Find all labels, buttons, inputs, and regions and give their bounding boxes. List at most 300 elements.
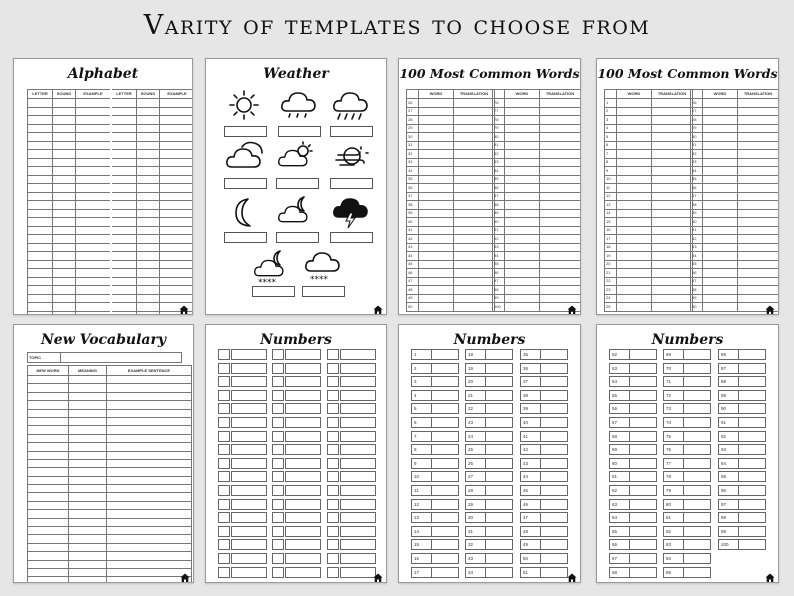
home-icon[interactable] — [765, 570, 775, 580]
word-box[interactable] — [285, 567, 321, 578]
number-box[interactable] — [272, 431, 284, 442]
number-row — [218, 471, 268, 485]
number-box[interactable] — [218, 376, 230, 387]
table-row — [28, 226, 194, 235]
number-box[interactable] — [272, 444, 284, 455]
row-number: 32 — [691, 150, 703, 159]
row-number: 82 — [493, 150, 505, 159]
table-row — [28, 184, 194, 193]
row-number: 100 — [493, 303, 505, 312]
table-row — [691, 252, 779, 261]
number-row — [327, 363, 377, 377]
number-box[interactable] — [218, 403, 230, 414]
table-row — [28, 409, 192, 417]
alphabet-template[interactable] — [13, 58, 193, 315]
number-label: 42 — [523, 447, 529, 453]
table-row — [493, 116, 581, 125]
table-row — [407, 133, 495, 142]
table-row — [691, 141, 779, 150]
number-row — [465, 485, 515, 499]
row-number: 39 — [691, 209, 703, 218]
number-label: 14 — [414, 528, 420, 534]
number-box[interactable] — [327, 403, 339, 414]
number-box[interactable] — [327, 526, 339, 537]
number-box[interactable] — [327, 553, 339, 564]
number-box[interactable] — [272, 567, 284, 578]
weather-label-box[interactable] — [278, 126, 321, 137]
vocabulary-template[interactable] — [13, 324, 194, 583]
weather-title: Weather — [263, 66, 329, 82]
cloudy-night-icon — [276, 195, 320, 231]
number-row — [272, 485, 322, 499]
table-row — [493, 167, 581, 176]
number-row — [465, 376, 515, 390]
number-box[interactable] — [272, 390, 284, 401]
word-box[interactable] — [231, 403, 267, 414]
number-row — [218, 526, 268, 540]
number-row — [218, 539, 268, 553]
row-number: 77 — [493, 107, 505, 116]
number-label: 51 — [523, 569, 529, 575]
number-row — [609, 376, 659, 390]
vocabulary-table — [27, 365, 192, 583]
row-number: 29 — [407, 124, 419, 133]
table-row — [28, 99, 194, 108]
word-box[interactable] — [231, 417, 267, 428]
home-icon[interactable] — [765, 302, 775, 312]
table-row — [605, 175, 693, 184]
weather-label-box[interactable] — [302, 286, 345, 297]
number-box[interactable] — [218, 431, 230, 442]
number-row — [411, 512, 461, 526]
number-box[interactable] — [218, 363, 230, 374]
number-label: 72 — [666, 392, 672, 398]
table-row — [605, 243, 693, 252]
number-box[interactable] — [272, 485, 284, 496]
row-number: 43 — [691, 243, 703, 252]
row-number: 90 — [493, 218, 505, 227]
number-box[interactable] — [272, 471, 284, 482]
word-box[interactable] — [340, 403, 376, 414]
number-row — [663, 471, 713, 485]
number-label: 61 — [612, 474, 618, 480]
row-number: 44 — [691, 252, 703, 261]
number-box[interactable] — [218, 471, 230, 482]
number-box[interactable] — [218, 539, 230, 550]
number-box[interactable] — [218, 512, 230, 523]
number-label: 17 — [414, 569, 420, 575]
word-box[interactable] — [285, 526, 321, 537]
table-row — [691, 150, 779, 159]
table-row — [28, 401, 192, 409]
numbers-blank-template[interactable] — [205, 324, 387, 583]
table-row — [28, 150, 194, 159]
number-box[interactable] — [327, 499, 339, 510]
number-row — [411, 363, 461, 377]
number-row — [718, 458, 768, 472]
home-icon — [765, 573, 775, 583]
number-row — [465, 349, 515, 363]
column-header: WORD — [703, 90, 738, 99]
number-box[interactable] — [218, 458, 230, 469]
number-box[interactable] — [327, 567, 339, 578]
row-number: 17 — [605, 235, 617, 244]
table-row — [493, 133, 581, 142]
word-box[interactable] — [285, 471, 321, 482]
number-row — [411, 444, 461, 458]
number-box[interactable] — [218, 553, 230, 564]
word-box[interactable] — [231, 512, 267, 523]
word-box[interactable] — [340, 567, 376, 578]
number-row — [465, 526, 515, 540]
number-row — [411, 567, 461, 581]
home-icon — [373, 573, 383, 583]
number-row — [718, 485, 768, 499]
column-header: TRANSLATION — [738, 90, 779, 99]
weather-label-box[interactable] — [224, 232, 267, 243]
numbers-column — [718, 349, 768, 553]
number-label: 36 — [523, 365, 529, 371]
number-box[interactable] — [272, 526, 284, 537]
number-label: 33 — [468, 555, 474, 561]
row-number: 76 — [493, 99, 505, 108]
number-box[interactable] — [272, 376, 284, 387]
word-box[interactable] — [231, 444, 267, 455]
number-row — [327, 390, 377, 404]
number-row — [609, 403, 659, 417]
number-row — [718, 417, 768, 431]
number-row — [520, 431, 570, 445]
number-label: 57 — [612, 419, 618, 425]
numbers-template-2[interactable] — [596, 324, 779, 583]
word-box[interactable] — [231, 349, 267, 360]
word-box[interactable] — [231, 526, 267, 537]
table-row — [28, 124, 194, 133]
number-box[interactable] — [327, 485, 339, 496]
number-label: 58 — [612, 433, 618, 439]
number-box[interactable] — [272, 417, 284, 428]
word-box[interactable] — [285, 376, 321, 387]
number-label: 25 — [468, 447, 474, 453]
home-icon[interactable] — [180, 570, 190, 580]
common-words-template-2[interactable] — [398, 58, 581, 315]
word-box[interactable] — [340, 458, 376, 469]
word-box[interactable] — [231, 553, 267, 564]
row-number: 42 — [407, 235, 419, 244]
headline: Varity of templates to choose from — [143, 10, 651, 41]
alphabet-table — [27, 89, 193, 315]
number-label: 82 — [666, 528, 672, 534]
number-row — [718, 512, 768, 526]
number-box[interactable] — [218, 526, 230, 537]
table-row — [28, 269, 194, 278]
number-row — [465, 539, 515, 553]
word-box[interactable] — [340, 431, 376, 442]
word-box[interactable] — [340, 349, 376, 360]
number-row — [520, 553, 570, 567]
column-header: EXAMPLE SENTENCE — [107, 366, 192, 376]
number-row — [663, 499, 713, 513]
number-row — [465, 431, 515, 445]
numbers-column — [218, 349, 268, 580]
number-box[interactable] — [327, 471, 339, 482]
word-box[interactable] — [340, 539, 376, 550]
number-box[interactable] — [272, 512, 284, 523]
table-row — [605, 235, 693, 244]
number-label: 56 — [612, 406, 618, 412]
number-row — [609, 458, 659, 472]
number-box[interactable] — [272, 499, 284, 510]
number-label: 88 — [721, 379, 727, 385]
table-row — [493, 243, 581, 252]
column-header: SOUND — [53, 90, 76, 99]
row-number: 97 — [493, 277, 505, 286]
row-number: 37 — [407, 192, 419, 201]
table-row — [28, 543, 192, 551]
weather-label-box[interactable] — [224, 126, 267, 137]
weather-label-box[interactable] — [276, 232, 319, 243]
number-box[interactable] — [272, 403, 284, 414]
number-row — [663, 431, 713, 445]
word-box[interactable] — [285, 512, 321, 523]
number-row — [411, 471, 461, 485]
word-box[interactable] — [231, 390, 267, 401]
row-number: 99 — [493, 294, 505, 303]
row-number: 22 — [605, 277, 617, 286]
home-icon[interactable] — [567, 302, 577, 312]
number-box[interactable] — [327, 349, 339, 360]
number-row — [465, 499, 515, 513]
number-label: 3 — [414, 379, 417, 385]
word-box[interactable] — [340, 512, 376, 523]
column-header: WORD — [419, 90, 454, 99]
number-box[interactable] — [218, 567, 230, 578]
number-row — [520, 376, 570, 390]
weather-template[interactable] — [205, 58, 387, 315]
weather-label-box[interactable] — [330, 178, 373, 189]
row-number: 50 — [407, 303, 419, 312]
weather-label-box[interactable] — [276, 178, 319, 189]
weather-label-box[interactable] — [224, 178, 267, 189]
number-label: 46 — [523, 501, 529, 507]
table-row — [407, 201, 495, 210]
number-row — [411, 376, 461, 390]
number-box[interactable] — [272, 458, 284, 469]
number-box[interactable] — [218, 349, 230, 360]
number-label: 59 — [612, 447, 618, 453]
number-row — [465, 458, 515, 472]
table-row — [28, 116, 194, 125]
word-box[interactable] — [231, 567, 267, 578]
word-box[interactable] — [231, 376, 267, 387]
word-box[interactable] — [285, 499, 321, 510]
table-row — [28, 192, 194, 201]
home-icon[interactable] — [373, 570, 383, 580]
number-box[interactable] — [272, 363, 284, 374]
number-box[interactable] — [218, 417, 230, 428]
row-number: 32 — [407, 150, 419, 159]
word-box[interactable] — [285, 458, 321, 469]
word-box[interactable] — [340, 390, 376, 401]
word-box[interactable] — [340, 553, 376, 564]
table-row — [28, 552, 192, 560]
word-box[interactable] — [340, 376, 376, 387]
table-row — [691, 124, 779, 133]
number-label: 7 — [414, 433, 417, 439]
table-row — [407, 226, 495, 235]
table-row — [691, 107, 779, 116]
word-box[interactable] — [285, 485, 321, 496]
number-box[interactable] — [327, 390, 339, 401]
number-row — [327, 471, 377, 485]
table-row — [605, 226, 693, 235]
table-row — [605, 303, 693, 312]
number-box[interactable] — [272, 539, 284, 550]
table-row — [407, 167, 495, 176]
table-row — [493, 286, 581, 295]
number-label: 86 — [721, 352, 727, 357]
word-box[interactable] — [285, 431, 321, 442]
number-label: 38 — [523, 392, 529, 398]
word-box[interactable] — [340, 499, 376, 510]
common-words-template-1[interactable] — [596, 58, 779, 315]
word-box[interactable] — [285, 390, 321, 401]
weather-label-box[interactable] — [330, 126, 373, 137]
table-row — [28, 501, 192, 509]
number-label: 95 — [721, 474, 727, 480]
number-box[interactable] — [272, 553, 284, 564]
number-box[interactable] — [218, 444, 230, 455]
number-row — [520, 485, 570, 499]
table-row — [28, 459, 192, 467]
number-box[interactable] — [327, 431, 339, 442]
word-box[interactable] — [231, 458, 267, 469]
number-box[interactable] — [272, 349, 284, 360]
weather-label-box[interactable] — [252, 286, 295, 297]
number-box[interactable] — [327, 444, 339, 455]
table-row — [691, 226, 779, 235]
word-box[interactable] — [231, 363, 267, 374]
number-row — [411, 349, 461, 363]
row-number: 46 — [691, 269, 703, 278]
table-row — [493, 269, 581, 278]
number-row — [327, 349, 377, 363]
word-box[interactable] — [285, 363, 321, 374]
number-label: 11 — [414, 487, 419, 493]
number-row — [272, 512, 322, 526]
common-words-table-right — [492, 89, 581, 312]
table-row — [28, 294, 194, 303]
row-number: 46 — [407, 269, 419, 278]
table-row — [691, 167, 779, 176]
table-row — [605, 218, 693, 227]
number-label: 93 — [721, 447, 727, 453]
word-box[interactable] — [340, 417, 376, 428]
table-row — [493, 218, 581, 227]
row-number: 80 — [493, 133, 505, 142]
number-label: 73 — [666, 406, 672, 412]
number-label: 16 — [414, 555, 420, 561]
word-box[interactable] — [285, 539, 321, 550]
word-box[interactable] — [340, 444, 376, 455]
table-row — [605, 107, 693, 116]
home-icon[interactable] — [179, 302, 189, 312]
number-box[interactable] — [327, 376, 339, 387]
number-box[interactable] — [218, 390, 230, 401]
row-number: 7 — [605, 150, 617, 159]
word-box[interactable] — [231, 539, 267, 550]
word-box[interactable] — [340, 485, 376, 496]
word-box[interactable] — [340, 471, 376, 482]
column-header: WORD — [505, 90, 540, 99]
word-box[interactable] — [285, 444, 321, 455]
number-row — [218, 485, 268, 499]
table-row — [407, 150, 495, 159]
number-box[interactable] — [327, 458, 339, 469]
number-box[interactable] — [327, 417, 339, 428]
number-box[interactable] — [218, 485, 230, 496]
number-label: 64 — [612, 515, 618, 521]
word-box[interactable] — [231, 499, 267, 510]
table-row — [28, 243, 194, 252]
word-box[interactable] — [340, 526, 376, 537]
row-number: 33 — [691, 158, 703, 167]
number-row — [718, 390, 768, 404]
word-box[interactable] — [285, 349, 321, 360]
word-box[interactable] — [340, 363, 376, 374]
word-box[interactable] — [285, 403, 321, 414]
number-label: 44 — [523, 474, 529, 480]
row-number: 85 — [493, 175, 505, 184]
row-number: 86 — [493, 184, 505, 193]
number-label: 30 — [468, 515, 474, 521]
table-row — [493, 124, 581, 133]
table-row — [605, 277, 693, 286]
home-icon[interactable] — [567, 570, 577, 580]
number-row — [272, 403, 322, 417]
number-box[interactable] — [327, 512, 339, 523]
row-number: 29 — [691, 124, 703, 133]
table-row — [691, 277, 779, 286]
table-row — [28, 434, 192, 442]
vocabulary-title: New Vocabulary — [40, 332, 166, 348]
word-box[interactable] — [285, 417, 321, 428]
table-row — [493, 252, 581, 261]
home-icon[interactable] — [373, 302, 383, 312]
number-label: 99 — [721, 528, 727, 534]
word-box[interactable] — [231, 485, 267, 496]
word-box[interactable] — [231, 471, 267, 482]
number-label: 28 — [468, 487, 474, 493]
number-label: 70 — [666, 365, 672, 371]
number-box[interactable] — [327, 539, 339, 550]
number-row — [272, 499, 322, 513]
numbers-template-1[interactable] — [398, 324, 581, 583]
number-row — [465, 512, 515, 526]
number-row — [218, 553, 268, 567]
numbers-column — [411, 349, 461, 580]
number-row — [663, 512, 713, 526]
word-box[interactable] — [285, 553, 321, 564]
number-label: 97 — [721, 501, 727, 507]
column-header: EXAMPLE — [160, 90, 194, 99]
number-label: 19 — [468, 365, 474, 371]
word-box[interactable] — [231, 431, 267, 442]
table-row — [691, 209, 779, 218]
weather-label-box[interactable] — [330, 232, 373, 243]
number-box[interactable] — [218, 499, 230, 510]
number-box[interactable] — [327, 363, 339, 374]
